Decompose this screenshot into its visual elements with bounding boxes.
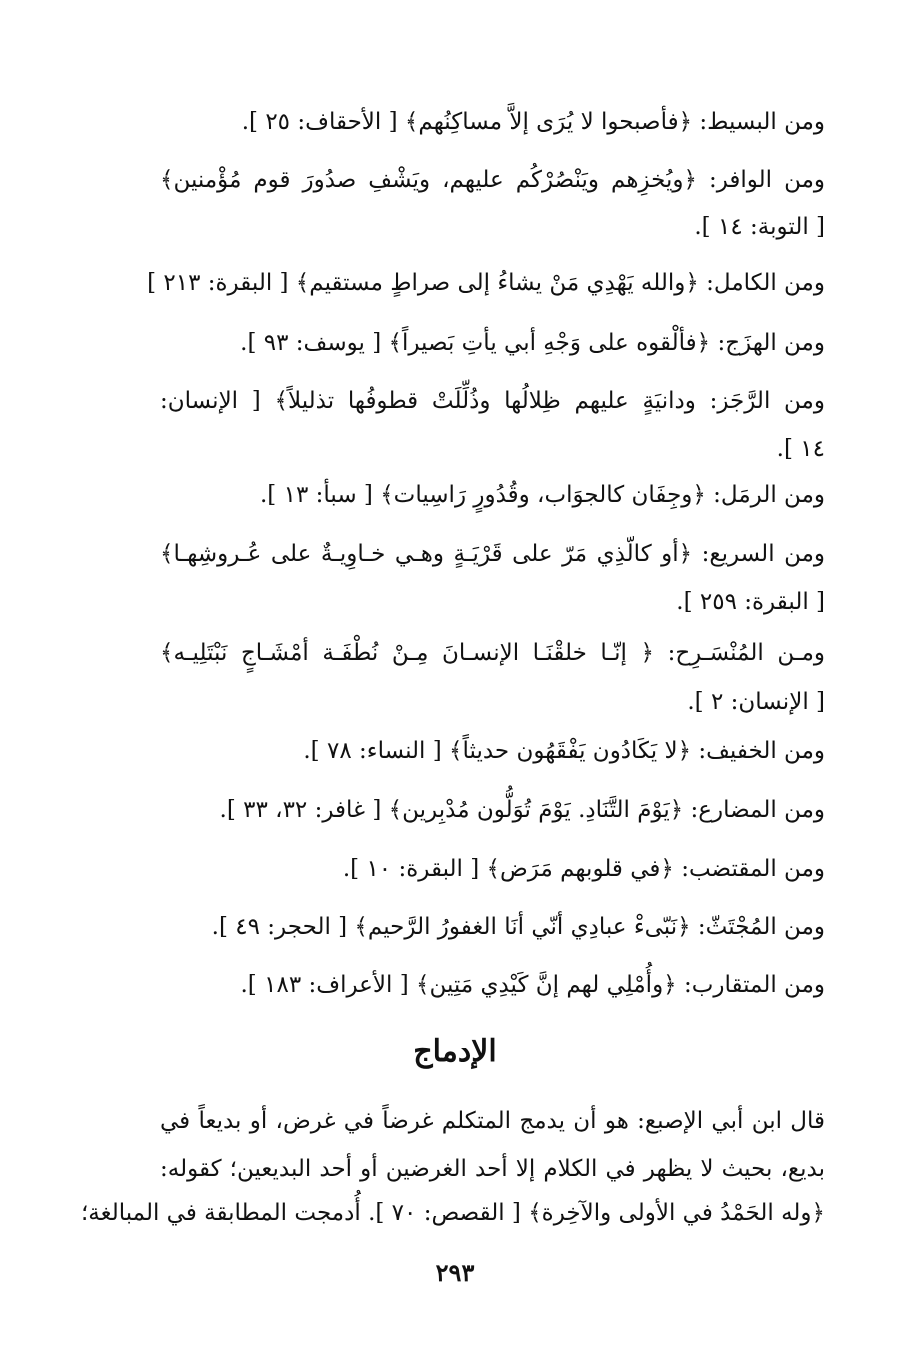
text-line-sari-ref: [ البقرة: ٢٥٩ ]. xyxy=(676,589,825,615)
text-line-sari: ومن السريع: ﴿أو كالّذِي مَرّ على قَرْيَـةٍ وهـي خـاوِيـةٌ على عُـروشِهـا﴾ xyxy=(160,541,825,567)
text-line-munsarih: ومـن المُنْسَـرِح: ﴿ إنّـا خلقْنَـا الإنسـانَ مِـنْ نُطْفَـة أمْشَـاجٍ نَبْتَلِيـه﴾ xyxy=(160,640,825,666)
text-line-muqtadab: ومن المقتضب: ﴿في قلوبهم مَرَض﴾ [ البقرة: ١٠ ]. xyxy=(342,856,825,882)
text-line-mujtath: ومن المُجْتَثّ: ﴿نَبّىءْ عبادِي أنّي أنَا الغفورُ الرَّحيم﴾ [ الحجر: ٤٩ ]. xyxy=(211,914,825,940)
page-number: ٢٩٣ xyxy=(435,1258,475,1287)
text-line-rajaz: ومن الرَّجَز: ودانيَةٍ عليهم ظِلالُها وذُلِّلَتْ قطوفُها تذليلاً﴾ [ الإنسان: xyxy=(160,388,825,414)
text-line-munsarih-ref: [ الإنسان: ٢ ]. xyxy=(687,689,825,715)
text-line-mudari: ومن المضارع: ﴿يَوْمَ التَّنَادِ. يَوْمَ تُوَلُّون مُدْبِرين﴾ [ غافر: ٣٢، ٣٣ ]. xyxy=(219,797,825,823)
text-line-rajaz-ref: ١٤ ]. xyxy=(776,436,825,462)
paragraph-line-3: ﴿وله الحَمْدُ في الأولى والآخِرة﴾ [ القصص: ٧٠ ]. أُدمجت المطابقة في المبالغة؛ xyxy=(80,1200,825,1226)
text-line-hazaj: ومن الهزَج: ﴿فألْقوه على وَجْهِ أبي يأتِ بَصيراً﴾ [ يوسف: ٩٣ ]. xyxy=(240,330,825,356)
text-line-wafir-ref: [ التوبة: ١٤ ]. xyxy=(694,214,825,240)
text-line-kamil: ومن الكامل: ﴿والله يَهْدِي مَنْ يشاءُ إلى صراطٍ مستقيم﴾ [ البقرة: ٢١٣ ] xyxy=(147,270,825,296)
section-heading: الإدماج xyxy=(413,1034,497,1069)
paragraph-line-2: بديع، بحيث لا يظهر في الكلام إلا أحد الغرضين أو أحد البديعين؛ كقوله: xyxy=(160,1156,825,1182)
text-line-basit: ومن البسيط: ﴿فأصبحوا لا يُرَى إلاَّ مساكِنُهم﴾ [ الأحقاف: ٢٥ ]. xyxy=(241,109,825,135)
text-line-wafir: ومن الوافر: ﴿ويُخزِهم ويَنْصُرْكُم عليهم، ويَشْفِ صدُورَ قوم مُؤْمنين﴾ xyxy=(160,167,825,193)
text-line-khafif: ومن الخفيف: ﴿لا يَكَادُون يَفْقَهُون حديثاً﴾ [ النساء: ٧٨ ]. xyxy=(303,738,825,764)
text-line-ramal: ومن الرمَل: ﴿وجِفَان كالجوَاب، وقُدُورٍ رَاسِيات﴾ [ سبأ: ١٣ ]. xyxy=(260,482,825,508)
paragraph-line-1: قال ابن أبي الإصبع: هو أن يدمج المتكلم غرضاً في غرض، أو بديعاً في xyxy=(160,1108,825,1134)
text-line-mutaqarib: ومن المتقارب: ﴿وأُمْلِي لهم إنَّ كَيْدِي مَتِين﴾ [ الأعراف: ١٨٣ ]. xyxy=(240,972,825,998)
